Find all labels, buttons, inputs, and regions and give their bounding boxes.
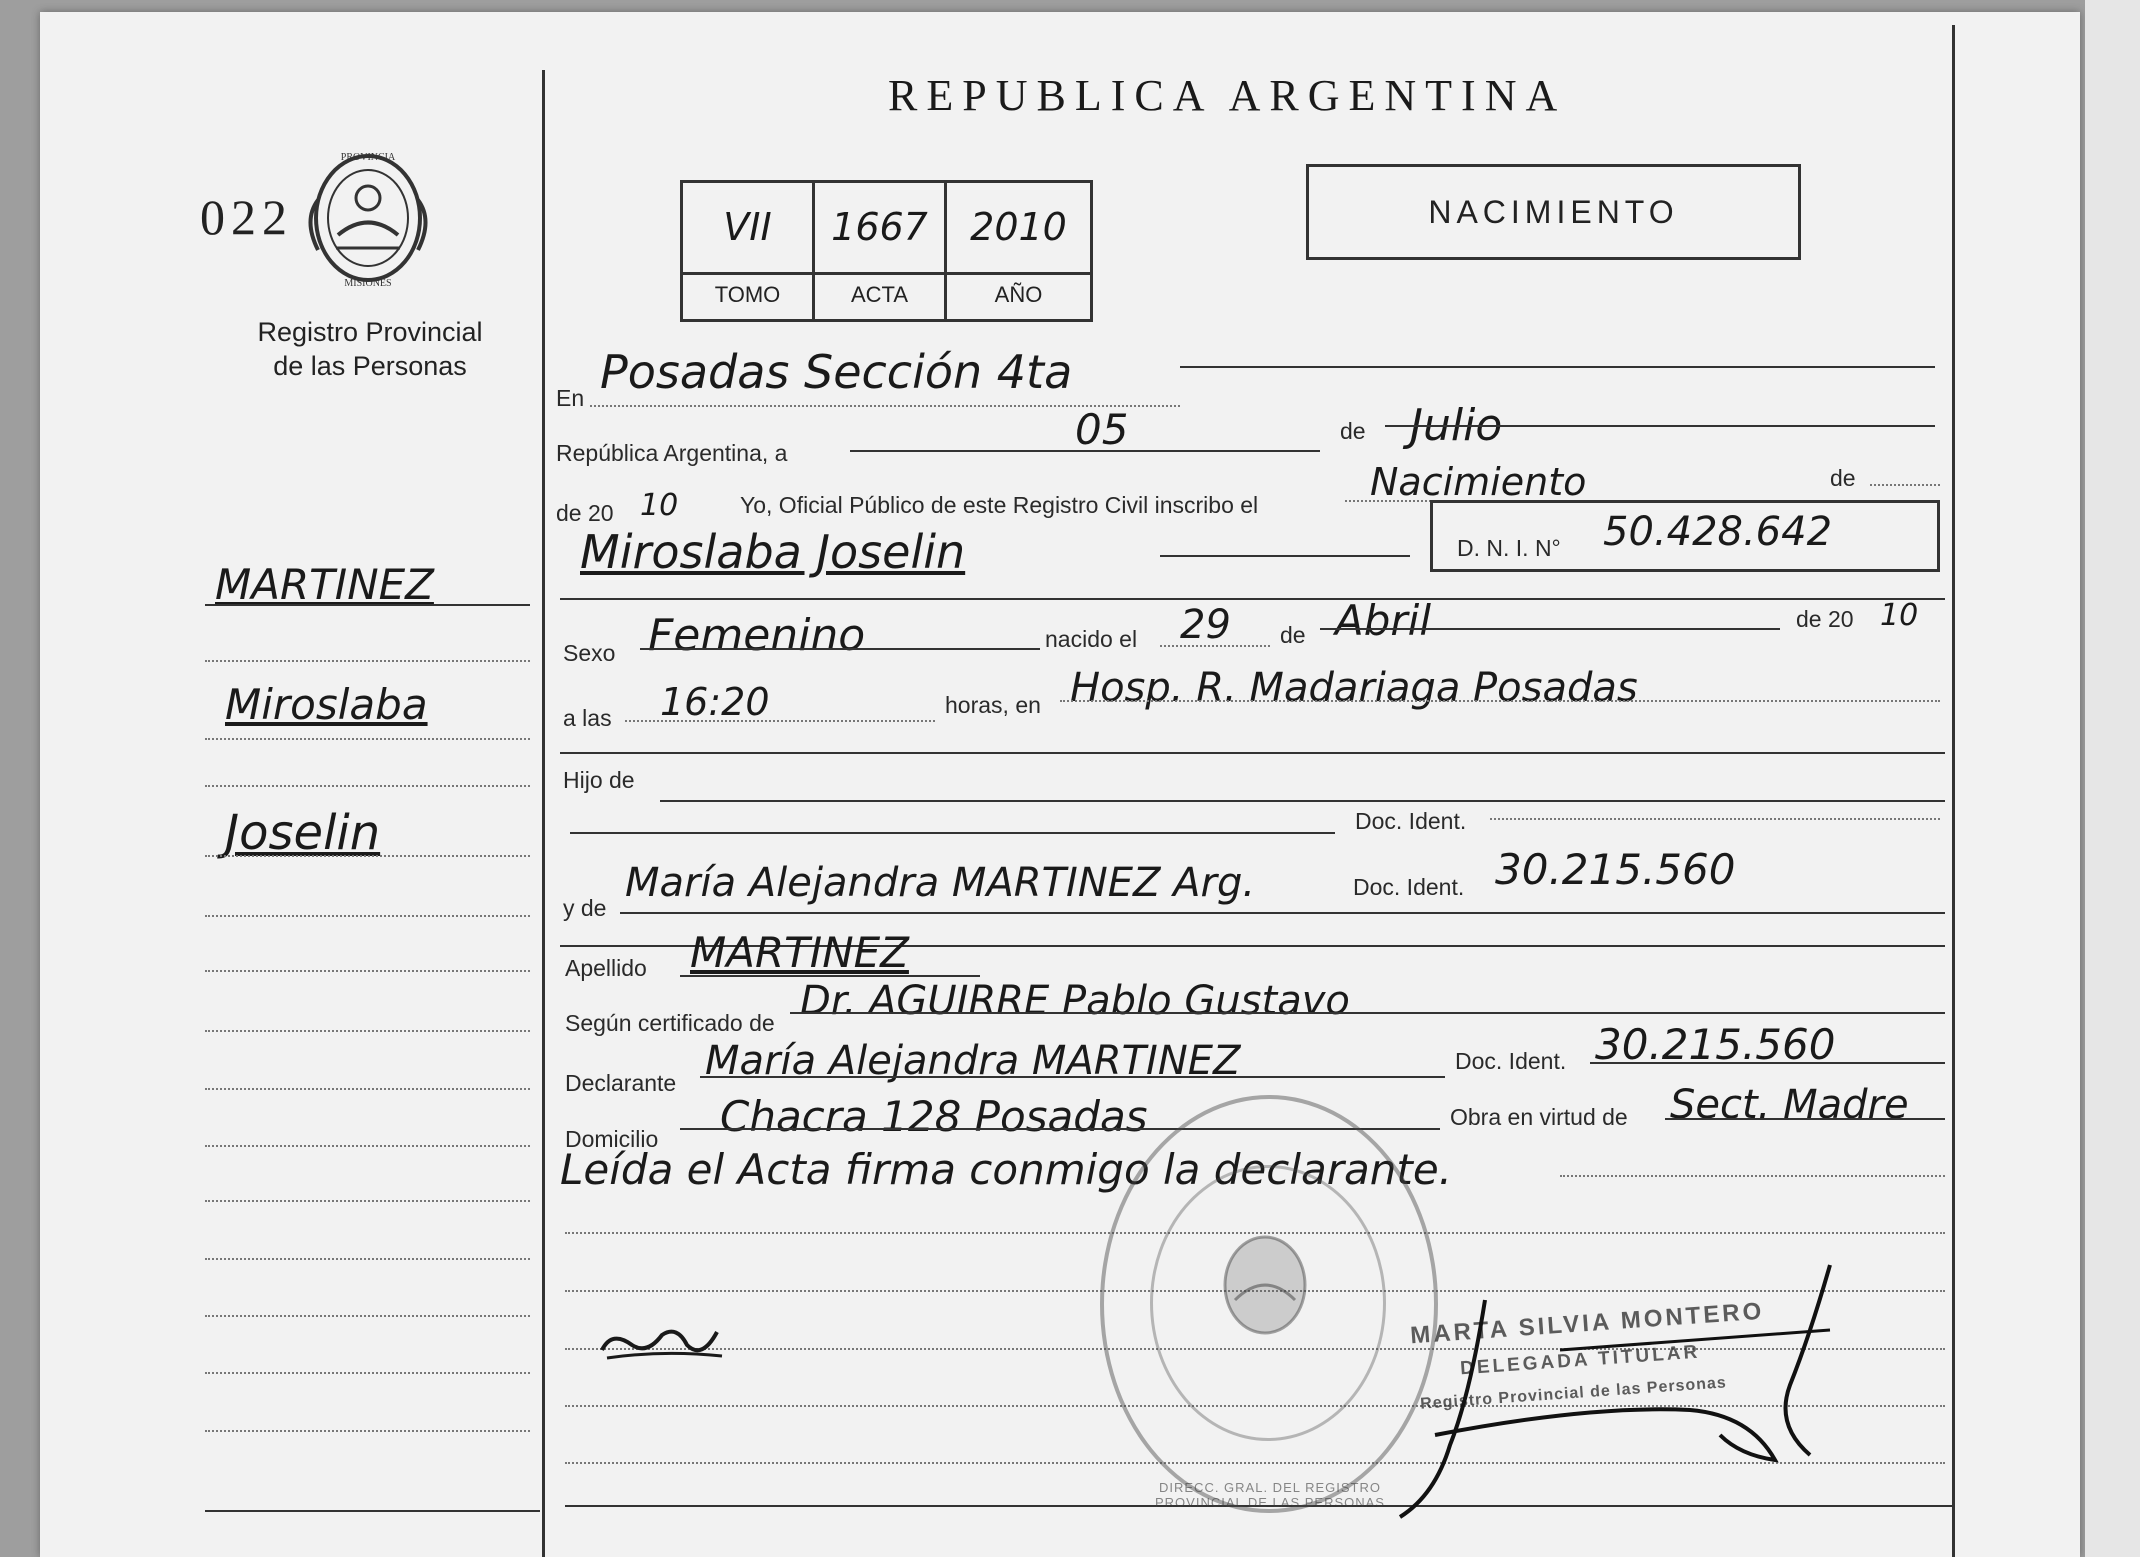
birth-time-line	[625, 720, 935, 722]
birth-day-line	[1160, 645, 1270, 647]
tomo-label: TOMO	[683, 272, 812, 319]
background-page	[2085, 0, 2140, 1557]
label-en: En	[556, 385, 585, 411]
closing-line	[1560, 1175, 1945, 1177]
separator-line	[560, 598, 1945, 600]
label-domicilio: Domicilio	[565, 1126, 659, 1152]
month-line	[1385, 425, 1935, 427]
margin-line	[205, 1030, 530, 1032]
registry-name	[225, 315, 515, 383]
margin-line	[205, 1258, 530, 1260]
record-type-box: NACIMIENTO	[1306, 164, 1801, 260]
year-suffix-value: 10	[640, 488, 679, 523]
certificate-by-value: Dr. AGUIRRE Pablo Gustavo	[800, 978, 1350, 1024]
margin-line	[205, 970, 530, 972]
seal-text-bottom: MISIONES	[344, 278, 392, 289]
margin-line	[205, 1315, 530, 1317]
label-doc-ident: Doc. Ident.	[1355, 808, 1467, 834]
document-title: REPUBLICA ARGENTINA	[888, 71, 1567, 120]
acta-cell	[815, 183, 947, 319]
label-oficial: Yo, Oficial Público de este Registro Civil inscribo el	[740, 492, 1259, 518]
anio-label: AÑO	[947, 272, 1090, 319]
margin-surname: MARTINEZ	[215, 560, 434, 609]
birth-year-suffix: 10	[1880, 598, 1919, 633]
label-de-20: de 20	[556, 500, 614, 526]
label-declarante: Declarante	[565, 1070, 677, 1096]
declarante-doc-value: 30.215.560	[1595, 1020, 1836, 1069]
margin-line	[205, 1372, 530, 1374]
label-sexo: Sexo	[563, 640, 616, 666]
margin-line	[205, 660, 530, 662]
margin-first-name: Miroslaba	[225, 680, 428, 729]
official-signature	[1390, 1255, 1890, 1530]
child-names-line	[1160, 555, 1410, 557]
dni-value: 50.428.642	[1603, 509, 1833, 555]
margin-line	[205, 785, 530, 787]
margin-line	[205, 604, 530, 606]
father-doc-line	[1490, 818, 1940, 820]
event-value: Nacimiento	[1370, 460, 1587, 504]
dni-box	[1430, 500, 1940, 572]
certificate-line	[790, 1012, 1945, 1014]
official-org: Registro Provincial de las Personas	[1419, 1374, 1728, 1413]
mother-name-value: María Alejandra MARTINEZ Arg.	[625, 860, 1256, 906]
label-segun: Según certificado de	[565, 1010, 775, 1036]
father-name-line	[660, 800, 1945, 802]
official-name: MARTA SILVIA MONTERO	[1409, 1297, 1766, 1350]
declarante-value: María Alejandra MARTINEZ	[705, 1038, 1241, 1084]
label-de-2: de	[1830, 465, 1856, 491]
margin-line	[205, 855, 530, 857]
registry-name-line2: de las Personas	[273, 351, 467, 381]
place-line-end	[1180, 366, 1935, 368]
birth-day-value: 29	[1180, 602, 1231, 648]
margin-second-name: Joselin	[225, 805, 381, 861]
month-value: Julio	[1410, 400, 1503, 451]
official-title: DELEGADA TITULAR	[1459, 1341, 1701, 1380]
label-y-de: y de	[563, 895, 607, 921]
day-value: 05	[1075, 405, 1129, 454]
acta-value: 1667	[831, 205, 928, 249]
sexo-value: Femenino	[648, 610, 866, 661]
label-apellido: Apellido	[565, 955, 647, 981]
closing-text: Leída el Acta firma conmigo la declarante.	[560, 1145, 1453, 1194]
place-value: Posadas Sección 4ta	[600, 345, 1073, 399]
label-obra: Obra en virtud de	[1450, 1104, 1628, 1130]
tomo-value: VII	[723, 205, 772, 249]
left-column-divider	[542, 70, 545, 1557]
label-doc-ident-2: Doc. Ident.	[1353, 874, 1465, 900]
label-hijo: Hijo de	[563, 767, 635, 793]
label-horas: horas, en	[945, 692, 1041, 718]
child-names-value: Miroslaba Joselin	[580, 525, 966, 579]
birth-month-line	[1320, 628, 1780, 630]
mother-doc-value: 30.215.560	[1495, 845, 1736, 894]
apellido-line	[680, 975, 980, 977]
declarante-line	[700, 1076, 1445, 1078]
acta-label: ACTA	[815, 272, 944, 319]
seal-text-top: PROVINCIA	[340, 152, 396, 163]
margin-line	[205, 1145, 530, 1147]
declarante-doc-line	[1590, 1062, 1945, 1064]
birth-place-line	[1060, 700, 1940, 702]
anio-value: 2010	[970, 205, 1067, 249]
day-line	[850, 450, 1320, 452]
label-republica: República Argentina, a	[556, 440, 788, 466]
label-de-3: de	[1280, 622, 1306, 648]
separator-line	[560, 752, 1945, 754]
anio-cell	[947, 183, 1090, 319]
label-nacido: nacido el	[1045, 626, 1138, 652]
label-doc-ident-3: Doc. Ident.	[1455, 1048, 1567, 1074]
label-alas: a las	[563, 705, 612, 731]
birth-month-value: Abril	[1335, 596, 1431, 645]
right-border-line	[1952, 25, 1955, 1557]
label-dni: D. N. I. N°	[1457, 535, 1561, 561]
stamp-text: DIRECC. GRAL. DEL REGISTRO PROVINCIAL DE LAS PERSONAS	[1155, 1480, 1385, 1510]
margin-line	[205, 738, 530, 740]
seal-emblem-icon	[298, 140, 438, 290]
birth-place-value: Hosp. R. Madariaga Posadas	[1070, 665, 1638, 711]
registry-name-line1: Registro Provincial	[257, 317, 483, 347]
sexo-line	[640, 648, 1040, 650]
stamp-emblem-icon	[1215, 1230, 1315, 1345]
provincial-seal	[298, 140, 438, 290]
folio-number: 022	[200, 189, 293, 245]
tomo-cell	[683, 183, 815, 319]
margin-line	[205, 1088, 530, 1090]
obra-value: Sect. Madre	[1670, 1082, 1909, 1128]
label-birth-year: de 20	[1796, 606, 1854, 632]
obra-line	[1665, 1118, 1945, 1120]
mother-line	[620, 912, 1945, 914]
registration-table	[680, 180, 1093, 322]
birth-time-value: 16:20	[660, 680, 770, 724]
father-doc-line-left	[570, 832, 1335, 834]
margin-line	[205, 1430, 530, 1432]
margin-line	[205, 1200, 530, 1202]
label-de: de	[1340, 418, 1366, 444]
margin-line	[205, 915, 530, 917]
margin-line	[205, 1510, 540, 1512]
domicilio-value: Chacra 128 Posadas	[720, 1092, 1148, 1141]
apellido-value: MARTINEZ	[690, 928, 909, 977]
declarant-signature	[592, 1320, 732, 1375]
event-line-end	[1870, 484, 1940, 486]
